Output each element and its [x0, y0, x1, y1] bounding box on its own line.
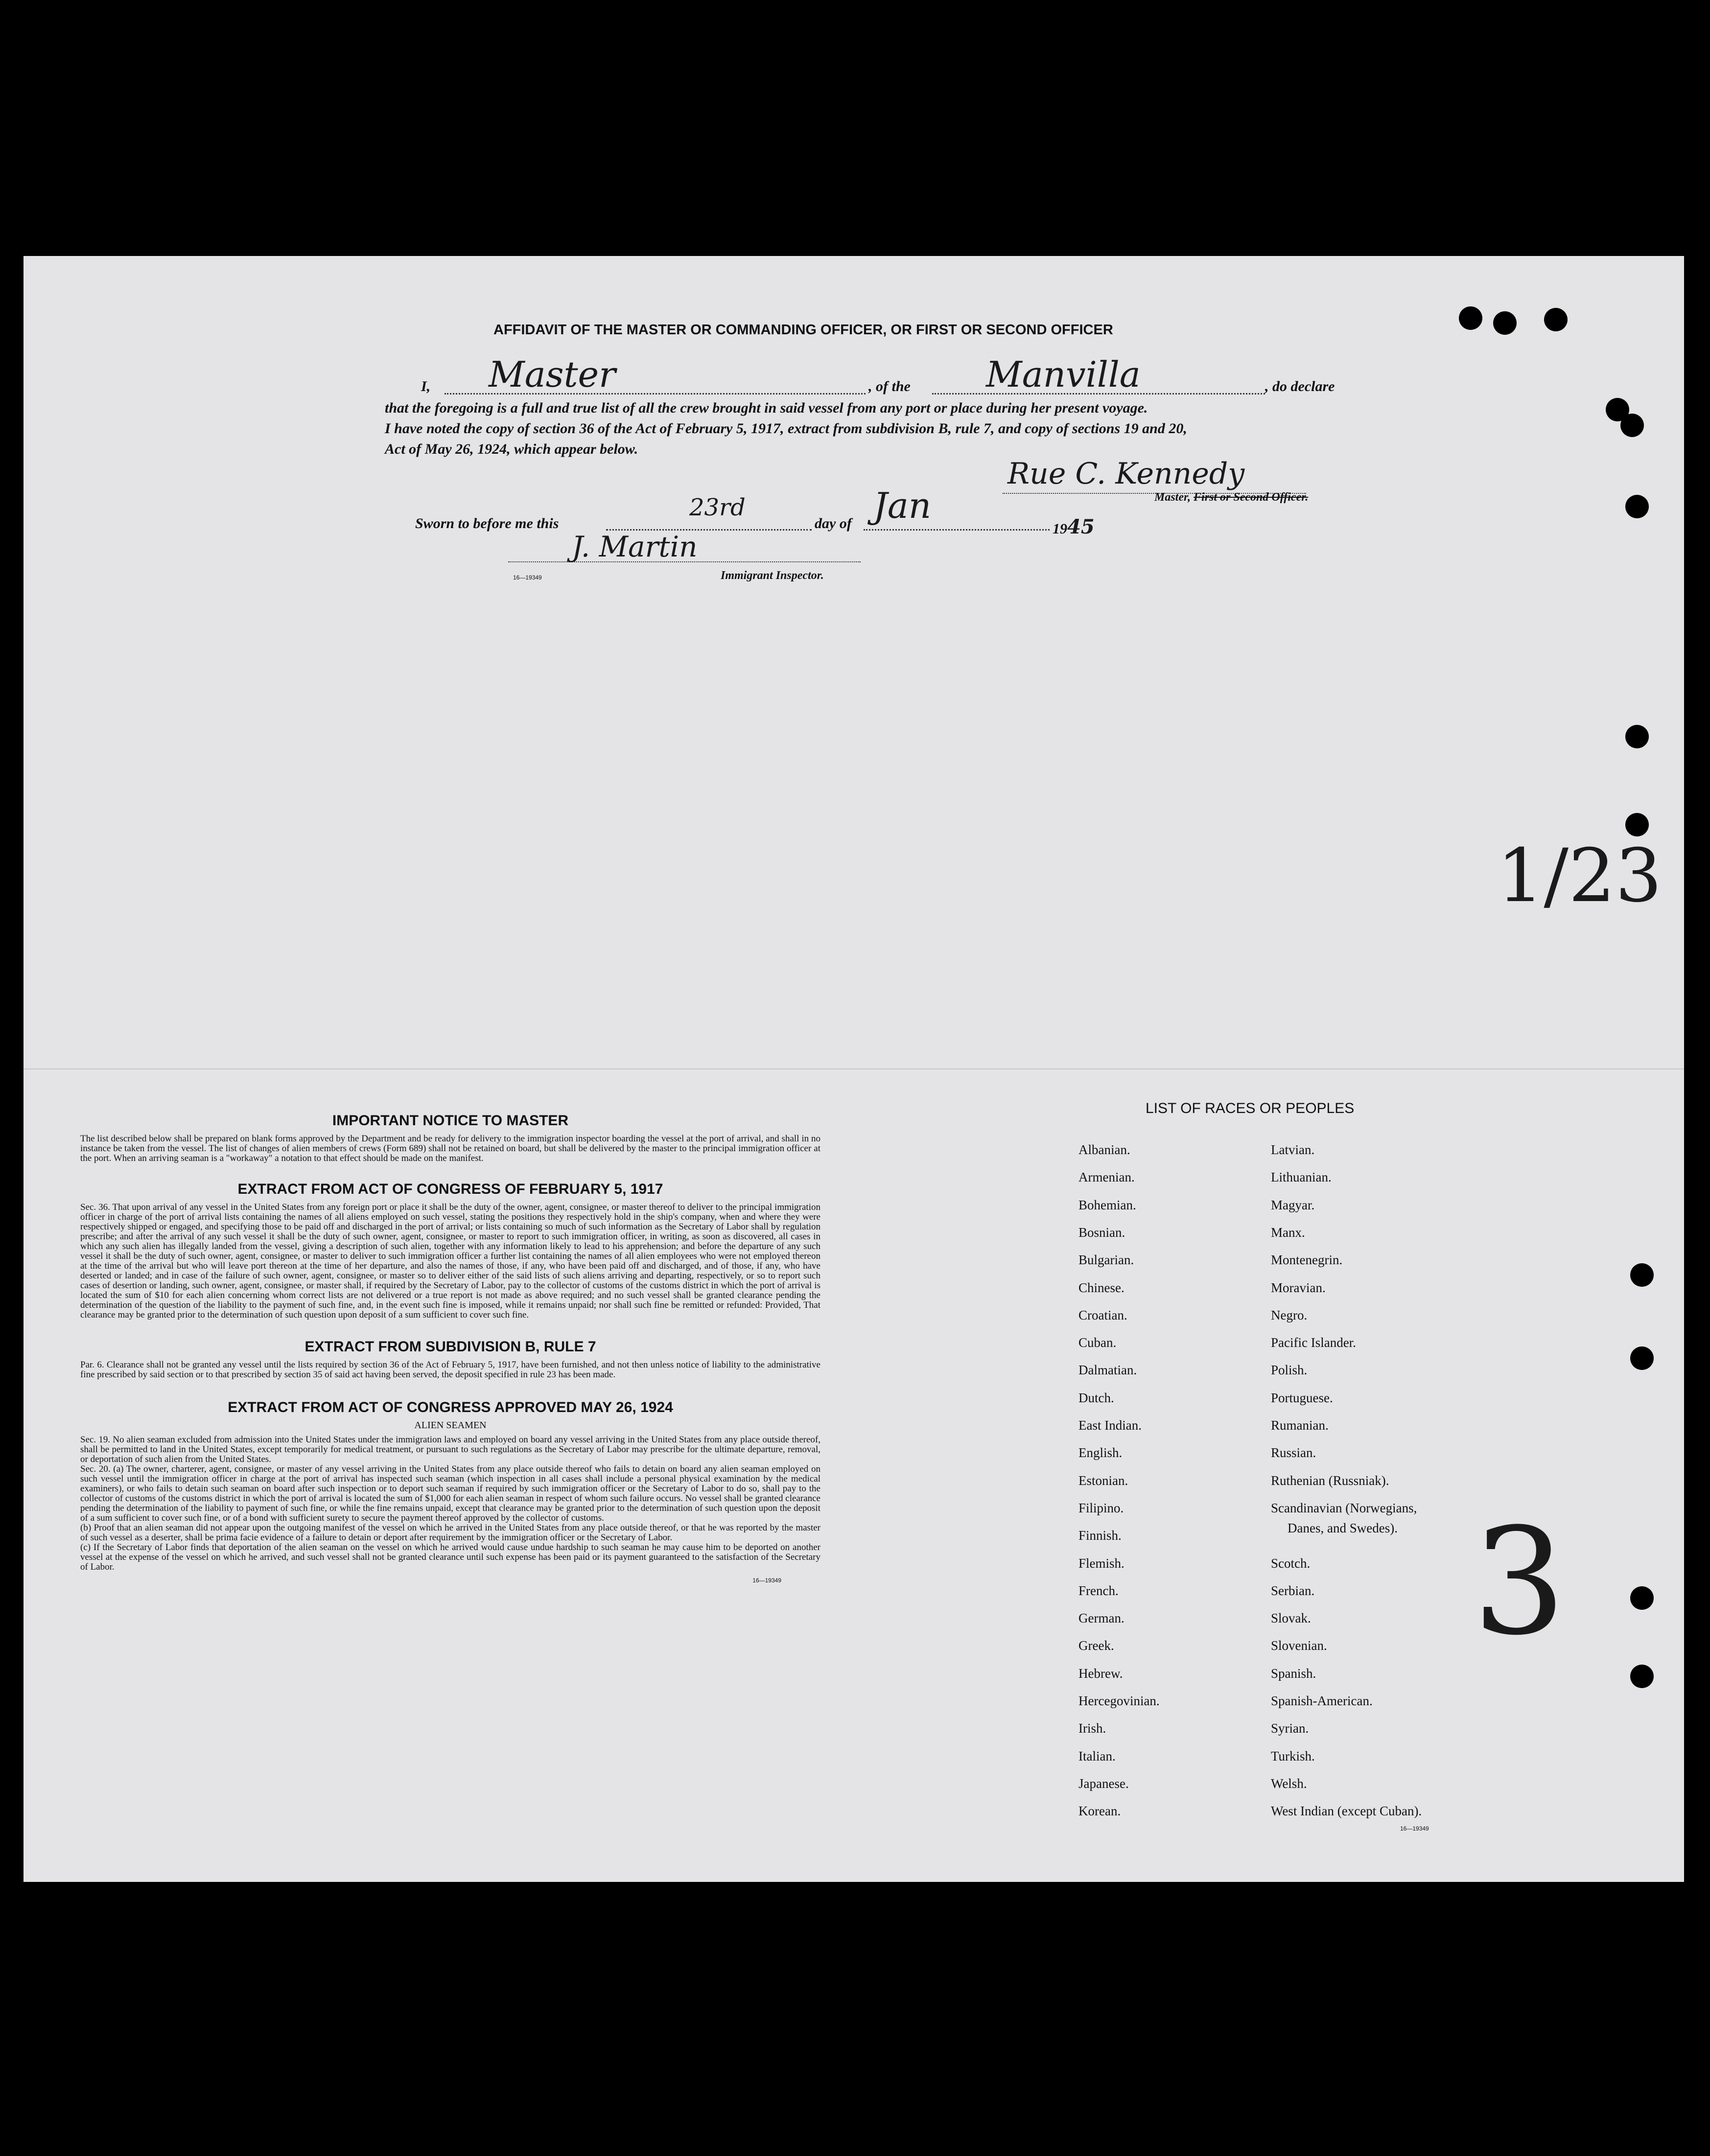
race-item: Estonian.	[1078, 1473, 1128, 1488]
race-item: Slovak.	[1271, 1611, 1311, 1626]
handwritten-date: 1/23	[1497, 834, 1662, 919]
notice-column	[80, 1113, 820, 1584]
punch-hole	[1630, 1586, 1654, 1610]
sec20c-body: (c) If the Secretary of Labor finds that deportation of the alien seaman on the vessel on which he arrived would cause undue hardship to such seaman he may cause him to be deported on another vessel at the expense of the vessel on which he arrived, and such vessel shall not be granted clearance until such expense has been paid or its payment guaranteed to the satisfaction of the Secretary of Labor.	[80, 1542, 820, 1572]
year-suffix-handwriting: 45	[1067, 515, 1095, 538]
affidavit-line1-mid: , of the	[868, 378, 911, 394]
race-item: Portuguese.	[1271, 1390, 1333, 1405]
race-item: Russian.	[1271, 1445, 1316, 1461]
act1924-title: EXTRACT FROM ACT OF CONGRESS APPROVED MAY 26, 1924	[228, 1399, 673, 1415]
affidavit-line1-prefix: I,	[421, 378, 431, 394]
punch-hole	[1625, 725, 1649, 748]
race-item: Hebrew.	[1078, 1666, 1123, 1681]
race-item: Bosnian.	[1078, 1225, 1125, 1240]
race-item: Welsh.	[1271, 1776, 1307, 1791]
affidavit-title: AFFIDAVIT OF THE MASTER OR COMMANDING OFFICER, OR FIRST OR SECOND OFFICER	[493, 322, 1113, 338]
race-item: Scotch.	[1271, 1555, 1311, 1571]
race-item: Spanish.	[1271, 1666, 1316, 1681]
fold-line	[23, 1068, 1684, 1069]
vessel-name-handwriting: Manvilla	[986, 354, 1141, 395]
punch-hole	[1630, 1346, 1654, 1370]
race-item: Turkish.	[1271, 1748, 1315, 1763]
race-item: Italian.	[1078, 1748, 1116, 1763]
sworn-prefix: Sworn to before me this	[415, 515, 559, 532]
races-form-number: 16—19349	[1400, 1825, 1429, 1832]
handwritten-number: 3	[1473, 1497, 1566, 1668]
race-item: Montenegrin.	[1271, 1252, 1343, 1268]
race-item: Dutch.	[1078, 1390, 1114, 1405]
race-item: Slovenian.	[1271, 1638, 1327, 1653]
rule7-body: Par. 6. Clearance shall not be granted any vessel until the lists required by section 36 of the Act of February 5, 1917, have been furnished, and not then unless notice of liability to the administrative fine prescribed by said section or to that prescribed by section 35 of said act having been served, the deposit specified in rule 23 has been made.	[80, 1360, 820, 1380]
inspector-signature: J. Martin	[572, 530, 698, 563]
vessel-name-field	[932, 354, 1265, 395]
race-item: Ruthenian (Russniak).	[1271, 1473, 1389, 1488]
race-item: French.	[1078, 1583, 1119, 1598]
rule7-title: EXTRACT FROM SUBDIVISION B, RULE 7	[305, 1339, 596, 1355]
race-item: Lithuanian.	[1271, 1170, 1332, 1185]
sec20b-body: (b) Proof that an alien seaman did not appear upon the outgoing manifest of the vessel on which he arrived in the United States from any place outside thereof, or that he was reported by the master of such vessel as a deserter, shall be prima facie evidence of a failure to detain or deport after requirement by the immigration officer or the Secretary of Labor.	[80, 1523, 820, 1543]
race-item: Scandinavian (Norwegians,	[1271, 1500, 1417, 1515]
sworn-day-handwriting: 23rd	[689, 494, 746, 521]
punch-hole	[1625, 813, 1649, 836]
race-item: Japanese.	[1078, 1776, 1129, 1791]
day-label: day of	[815, 515, 852, 532]
races-title: LIST OF RACES OR PEOPLES	[1146, 1100, 1355, 1116]
punch-hole	[1544, 308, 1568, 331]
notice-form-number: 16—19349	[752, 1577, 781, 1584]
affidavit-form-number: 16—19349	[513, 574, 542, 581]
affidavit-line2: that the foregoing is a full and true list of all the crew brought in said vessel from any port or place during her present voyage.	[385, 400, 1148, 416]
punch-hole	[1625, 495, 1649, 518]
signer-title-master: Master,	[1154, 491, 1191, 504]
race-item: Manx.	[1271, 1225, 1305, 1240]
affidavit-line3: I have noted the copy of section 36 of the Act of February 5, 1917, extract from subdivision B, rule 7, and copy of sections 19 and 20,	[385, 420, 1187, 437]
race-item: Irish.	[1078, 1721, 1106, 1736]
act1917-title: EXTRACT FROM ACT OF CONGRESS OF FEBRUARY 5, 1917	[237, 1181, 663, 1197]
race-scandinavian-continuation: Danes, and Swedes).	[1288, 1521, 1398, 1535]
race-item: Albanian.	[1078, 1142, 1130, 1157]
punch-hole	[1493, 311, 1517, 335]
notice-body: The list described below shall be prepared on blank forms approved by the Department and be ready for delivery to the immigration inspector boarding the vessel at the port of arrival, and shall in no instance be taken from the vessel. The list of changes of alien members of crews (Form 689) shall not be retained on board, but shall be delivered by the master to the principal immigration officer at the port. When an arriving seaman is a "workaway" a notation to that effect should be made on the manifest.	[80, 1134, 820, 1163]
act1917-body: Sec. 36. That upon arrival of any vessel in the United States from any foreign port or place it shall be the duty of the owner, agent, consignee, or master thereof to deliver to the principal immigration officer in charge of the port of arrival lists containing the names of all aliens employed on such vessel, stating the positions they respectively hold in the ship's company, when and where they were respectively shipped or engaged, and specifying those to be paid off and discharged in the port of arrival; or lists containing so much of such information as the Secretary of Labor shall by regulation prescribe; and after the arrival of any such vessel it shall be the duty of such owner, agent, consignee, or master to report to such immigration officer, in writing, as soon as discovered, all cases in which any such alien has illegally landed from the vessel, giving a description of such alien, together with any information likely to lead to his apprehension; and before the departure of any such vessel it shall be the duty of such owner, agent, consignee, or master to deliver to such immigration officer a further list containing the names of all alien employees who were not employed thereon at the time of the arrival but who will leave port thereon at the time of her departure, and also the names of those, if any, who have been paid off and discharged, and of those, if any, who have deserted or landed; and in case of the failure of such owner, agent, consignee, or master so to deliver either of the said lists of such aliens arriving and departing, respectively, or so to report such cases of desertion or landing, such owner, agent, consignee, or master shall, if required by the Secretary of Labor, pay to the collector of customs of the customs district in which the port of arrival is located the sum of $10 for each alien concerning whom correct lists are not delivered or a true report is not made as above required; and no such vessel shall be granted clearance pending the determination of the question of the liability to the payment of such fine, and, in the event such fine is imposed, while it remains unpaid; nor shall such fine be remitted or refunded: Provided, That clearance may be granted prior to the determination of such question upon deposit of a sum sufficient to cover such fine.	[80, 1202, 820, 1320]
punch-hole	[1620, 414, 1644, 437]
punch-hole	[1459, 306, 1482, 330]
race-item: Syrian.	[1271, 1721, 1309, 1736]
race-item: Finnish.	[1078, 1528, 1122, 1543]
race-item: Rumanian.	[1271, 1418, 1329, 1433]
race-item: West Indian (except Cuban).	[1271, 1804, 1422, 1819]
race-item: Bulgarian.	[1078, 1252, 1134, 1268]
master-signature: Rue C. Kennedy	[1007, 457, 1245, 491]
signer-title-struck: First or Second Officer.	[1194, 491, 1309, 504]
race-item: Moravian.	[1271, 1280, 1326, 1295]
sworn-month-field	[864, 485, 1050, 531]
race-item: Latvian.	[1271, 1142, 1315, 1157]
race-item: Hercegovinian.	[1078, 1693, 1160, 1708]
document-sheet	[23, 256, 1684, 1882]
sworn-day-field	[606, 494, 812, 531]
affidavit-line1-suffix: , do declare	[1265, 378, 1335, 394]
punch-hole	[1630, 1665, 1654, 1688]
year-prefix: 19	[1053, 521, 1067, 537]
race-item: German.	[1078, 1611, 1124, 1626]
race-item: Korean.	[1078, 1804, 1121, 1819]
affidavit-line4: Act of May 26, 1924, which appear below.	[385, 441, 638, 457]
sec20a-body: Sec. 20. (a) The owner, charterer, agent, consignee, or master of any vessel arriving in the United States from any place outside thereof who fails to detain on board any alien seaman employed on such vessel until the immigration officer in charge at the port of arrival has inspected such seaman (which inspection in all cases shall include a personal physical examination by the medical examiners), or who fails to detain such seaman on board after such inspection or to deport such seaman if required by such immigration officer or the Secretary of Labor to do so, shall pay to the collector of customs of the customs district in which the port of arrival is located the sum of $1,000 for each alien seaman in respect of whom such failure occurs. No vessel shall be granted clearance pending the determination of the liability to payment of such fine, or while the fine remains unpaid, except that clearance may be granted prior to the determination of such question upon the deposit of a sum sufficient to cover such fine, or of a bond with sufficient surety to secure the payment thereof approved by the collector of customs.	[80, 1464, 820, 1523]
race-item: Bohemian.	[1078, 1197, 1136, 1212]
year-field	[1053, 515, 1095, 538]
race-item: Dalmatian.	[1078, 1363, 1137, 1378]
race-item: Armenian.	[1078, 1170, 1135, 1185]
race-item: Croatian.	[1078, 1307, 1127, 1322]
race-item: Filipino.	[1078, 1500, 1124, 1515]
race-item: Polish.	[1271, 1363, 1308, 1378]
signer-title	[1154, 491, 1308, 504]
race-item: Negro.	[1271, 1307, 1308, 1322]
master-name-field	[445, 354, 866, 395]
punch-hole	[1630, 1263, 1654, 1287]
sec19-body: Sec. 19. No alien seaman excluded from admission into the United States under the immigration laws and employed on board any vessel arriving in the United States from any place outside thereof, shall be permitted to land in the United States, except temporarily for medical treatment, or pursuant to such regulations as the Secretary of Labor may prescribe for the ultimate departure, removal, or deportation of such alien from the United States.	[80, 1435, 820, 1464]
inspector-label: Immigrant Inspector.	[721, 569, 824, 582]
race-item: English.	[1078, 1445, 1123, 1461]
race-item: Serbian.	[1271, 1583, 1315, 1598]
race-item: Spanish-American.	[1271, 1693, 1373, 1708]
race-item: Cuban.	[1078, 1335, 1117, 1350]
race-item: Pacific Islander.	[1271, 1335, 1356, 1350]
master-name-handwriting: Master	[489, 354, 616, 395]
notice-title: IMPORTANT NOTICE TO MASTER	[332, 1113, 569, 1129]
race-item: Flemish.	[1078, 1555, 1124, 1571]
race-item: East Indian.	[1078, 1418, 1142, 1433]
race-item: Greek.	[1078, 1638, 1114, 1653]
race-item: Chinese.	[1078, 1280, 1124, 1295]
act1924-subtitle: ALIEN SEAMEN	[414, 1420, 487, 1431]
race-item: Magyar.	[1271, 1197, 1315, 1212]
inspector-line	[508, 561, 861, 562]
sworn-month-handwriting: Jan	[873, 485, 932, 526]
